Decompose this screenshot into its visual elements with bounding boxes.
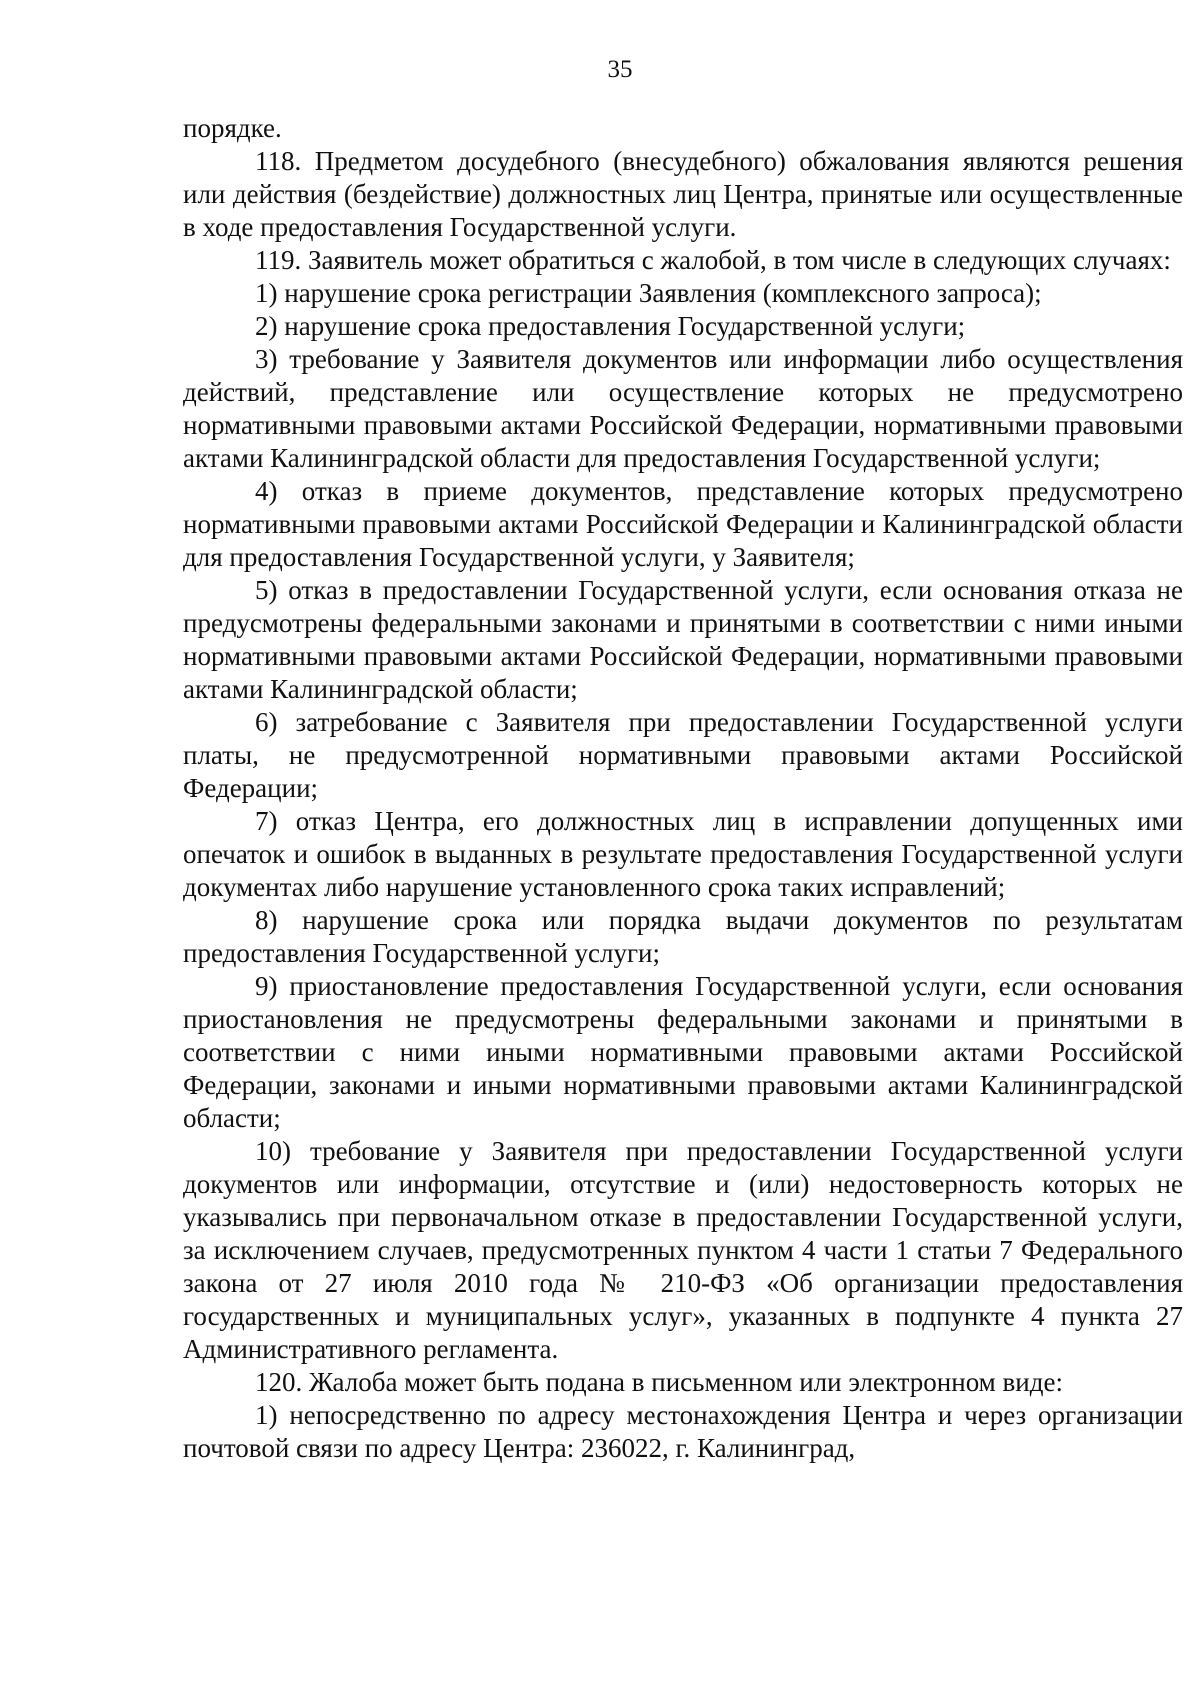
paragraph-continuation: порядке.: [183, 113, 282, 143]
list-item-7: 7) отказ Центра, его должностных лиц в исправлении допущенных ими опечаток и ошибок в выданных в результате предоставления Государственной услуги документах либо нарушение установленного срока таких исправлений;: [183, 806, 1183, 902]
list-item-3: 3) требование у Заявителя документов или информации либо осуществления действий, представление или осуществление которых не предусмотрено нормативными правовыми актами Российской Федерации, нормативными правовыми актами Калининградской области для предоставления Государственной услуги;: [183, 344, 1183, 473]
paragraph-120: 120. Жалоба может быть подана в письменном или электронном виде:: [255, 1367, 1063, 1397]
list-item-5: 5) отказ в предоставлении Государственной услуги, если основания отказа не предусмотрены федеральными законами и принятыми в соответствии с ними иными нормативными правовыми актами Российской Федерации, нормативными правовыми актами Калининградской области;: [183, 575, 1183, 704]
document-body: [183, 112, 1183, 1465]
list-item-8: 8) нарушение срока или порядка выдачи документов по результатам предоставления Государственной услуги;: [183, 905, 1183, 968]
list-item-10: 10) требование у Заявителя при предоставлении Государственной услуги документов или информации, отсутствие и (или) недостоверность которых не указывались при первоначальном отказе в предоставлении Государственной услуги, за исключением случаев, предусмотренных пунктом 4 части 1 статьи 7 Федерального закона от 27 июля 2010 года № 210-ФЗ «Об организации предоставления государственных и муниципальных услуг», указанных в подпункте 4 пункта 27 Административного регламента.: [183, 1136, 1183, 1364]
list-item-120-1: 1) непосредственно по адресу местонахождения Центра и через организации почтовой связи по адресу Центра: 236022, г. Калининград,: [183, 1400, 1183, 1463]
list-item-2: 2) нарушение срока предоставления Государственной услуги;: [255, 311, 966, 341]
paragraph-119: 119. Заявитель может обратиться с жалобой, в том числе в следующих случаях:: [255, 245, 1171, 275]
paragraph-118: 118. Предметом досудебного (внесудебного) обжалования являются решения или действия (бездействие) должностных лиц Центра, принятые или осуществленные в ходе предоставления Государственной услуги.: [183, 146, 1183, 242]
list-item-1: 1) нарушение срока регистрации Заявления (комплексного запроса);: [255, 278, 1042, 308]
list-item-9: 9) приостановление предоставления Государственной услуги, если основания приостановления не предусмотрены федеральными законами и принятыми в соответствии с ними иными нормативными правовыми актами Российской Федерации, законами и иными нормативными правовыми актами Калининградской области;: [183, 971, 1183, 1133]
list-item-6: 6) затребование с Заявителя при предоставлении Государственной услуги платы, не предусмотренной нормативными правовыми актами Российской Федерации;: [183, 707, 1183, 803]
list-item-4: 4) отказ в приеме документов, представление которых предусмотрено нормативными правовыми актами Российской Федерации и Калининградской области для предоставления Государственной услуги, у Заявителя;: [183, 476, 1183, 572]
page-number: 35: [607, 56, 633, 83]
